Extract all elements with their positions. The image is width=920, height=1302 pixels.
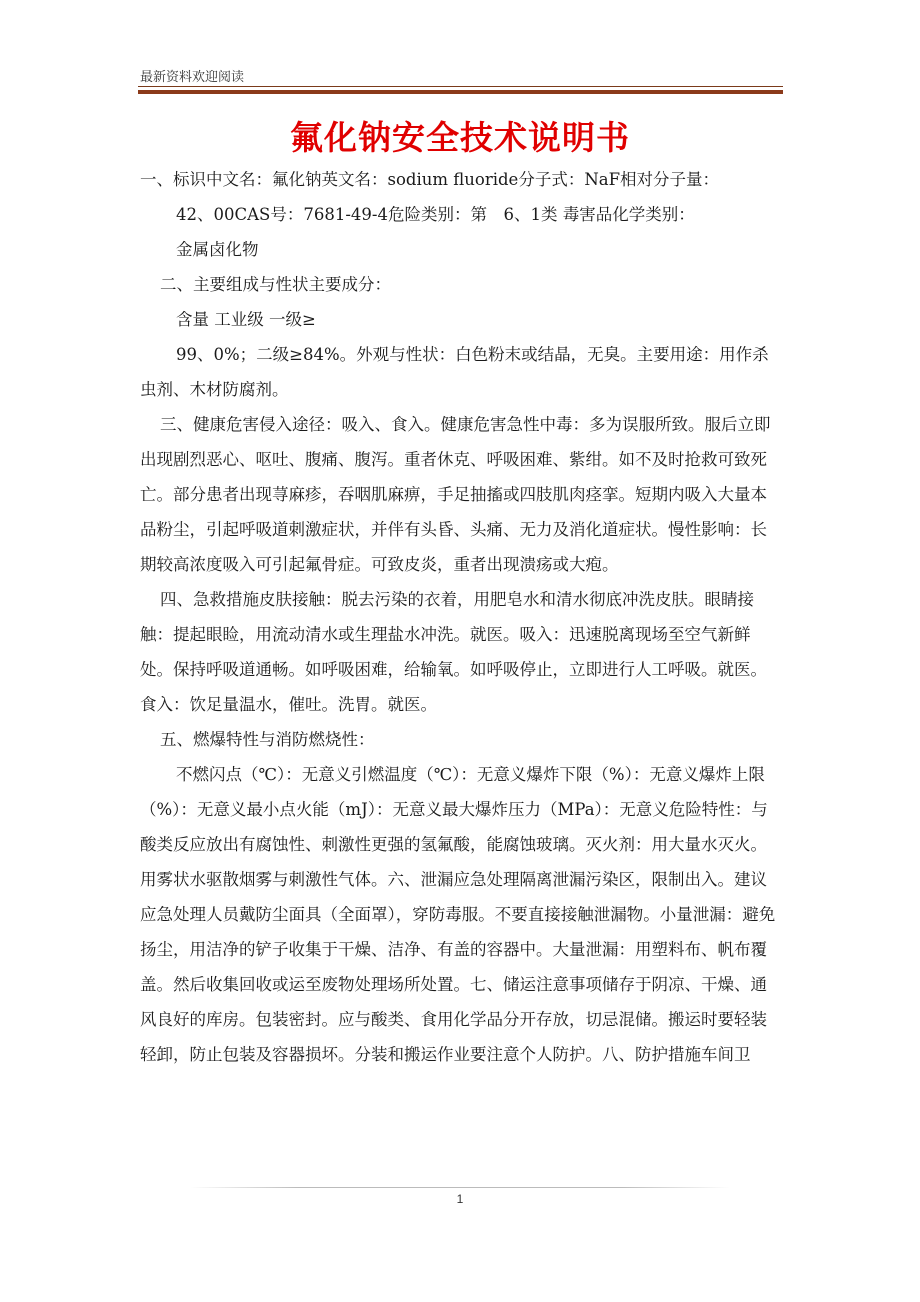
section-1-line-3: 金属卤化物 — [176, 240, 259, 259]
section-3-paragraph: 三、健康危害侵入途径：吸入、食入。健康危害急性中毒：多为误服所致。服后立即出现剧烈恶心、呕吐、腹痛、腹泻。重者休克、呼吸困难、紫绀。如不及时抢救可致死亡。部分患者出现荨麻疹，吞咽肌麻痹，手足抽搐或四肢肌肉痉挛。短期内吸入大量本品粉尘，引起呼吸道刺激症状，并伴有头昏、头痛、无力及消化道症状。慢性影响：长期较高浓度吸入可引起氟骨症。可致皮炎，重者出现溃疡或大疱。 — [140, 415, 771, 574]
document-title: 氟化钠安全技术说明书 — [290, 118, 630, 157]
header-divider-thin — [138, 86, 783, 87]
page-number: 1 — [456, 1192, 464, 1206]
footer-divider — [190, 1187, 730, 1188]
section-1-line-2: 42、00CAS号：7681-49-4危险类别：第 6、1类 毒害品化学类别： — [176, 205, 695, 224]
section-2-heading: 二、主要组成与性状主要成分： — [160, 275, 391, 294]
section-2-line-3: 99、0%；二级≥84%。外观与性状：白色粉末或结晶，无臭。主要用途：用作杀虫剂、木材防腐剂。 — [140, 345, 769, 399]
document-body — [140, 162, 782, 1072]
section-1-line-1: 一、标识中文名：氟化钠英文名：sodium fluoride分子式：NaF相对分子量： — [140, 170, 720, 189]
section-2-line-2: 含量 工业级 一级≥ — [176, 310, 316, 329]
section-5-heading: 五、燃爆特性与消防燃烧性： — [160, 730, 375, 749]
header-divider-thick — [138, 90, 783, 94]
section-4-paragraph: 四、急救措施皮肤接触：脱去污染的衣着，用肥皂水和清水彻底冲洗皮肤。眼睛接触：提起眼睑，用流动清水或生理盐水冲洗。就医。吸入：迅速脱离现场至空气新鲜处。保持呼吸道通畅。如呼吸困难，给输氧。如呼吸停止，立即进行人工呼吸。就医。食入：饮足量温水，催吐。洗胃。就医。 — [140, 590, 767, 714]
page-header-text: 最新资料欢迎阅读 — [140, 70, 245, 85]
section-5-paragraph: 不燃闪点（℃）：无意义引燃温度（℃）：无意义爆炸下限（%）：无意义爆炸上限（%）：无意义最小点火能（mJ）：无意义最大爆炸压力（MPa）：无意义危险特性：与酸类反应放出有腐蚀性、刺激性更强的氢氟酸，能腐蚀玻璃。灭火剂：用大量水灭火。用雾状水驱散烟雾与刺激性气体。六、泄漏应急处理隔离泄漏污染区，限制出入。建议应急处理人员戴防尘面具（全面罩），穿防毒服。不要直接接触泄漏物。小量泄漏：避免扬尘，用洁净的铲子收集于干燥、洁净、有盖的容器中。大量泄漏：用塑料布、帆布覆盖。然后收集回收或运至废物处理场所处置。七、储运注意事项储存于阴凉、干燥、通风良好的库房。包装密封。应与酸类、食用化学品分开存放，切忌混储。搬运时要轻装轻卸，防止包装及容器损坏。分装和搬运作业要注意个人防护。八、防护措施车间卫 — [140, 765, 776, 1064]
